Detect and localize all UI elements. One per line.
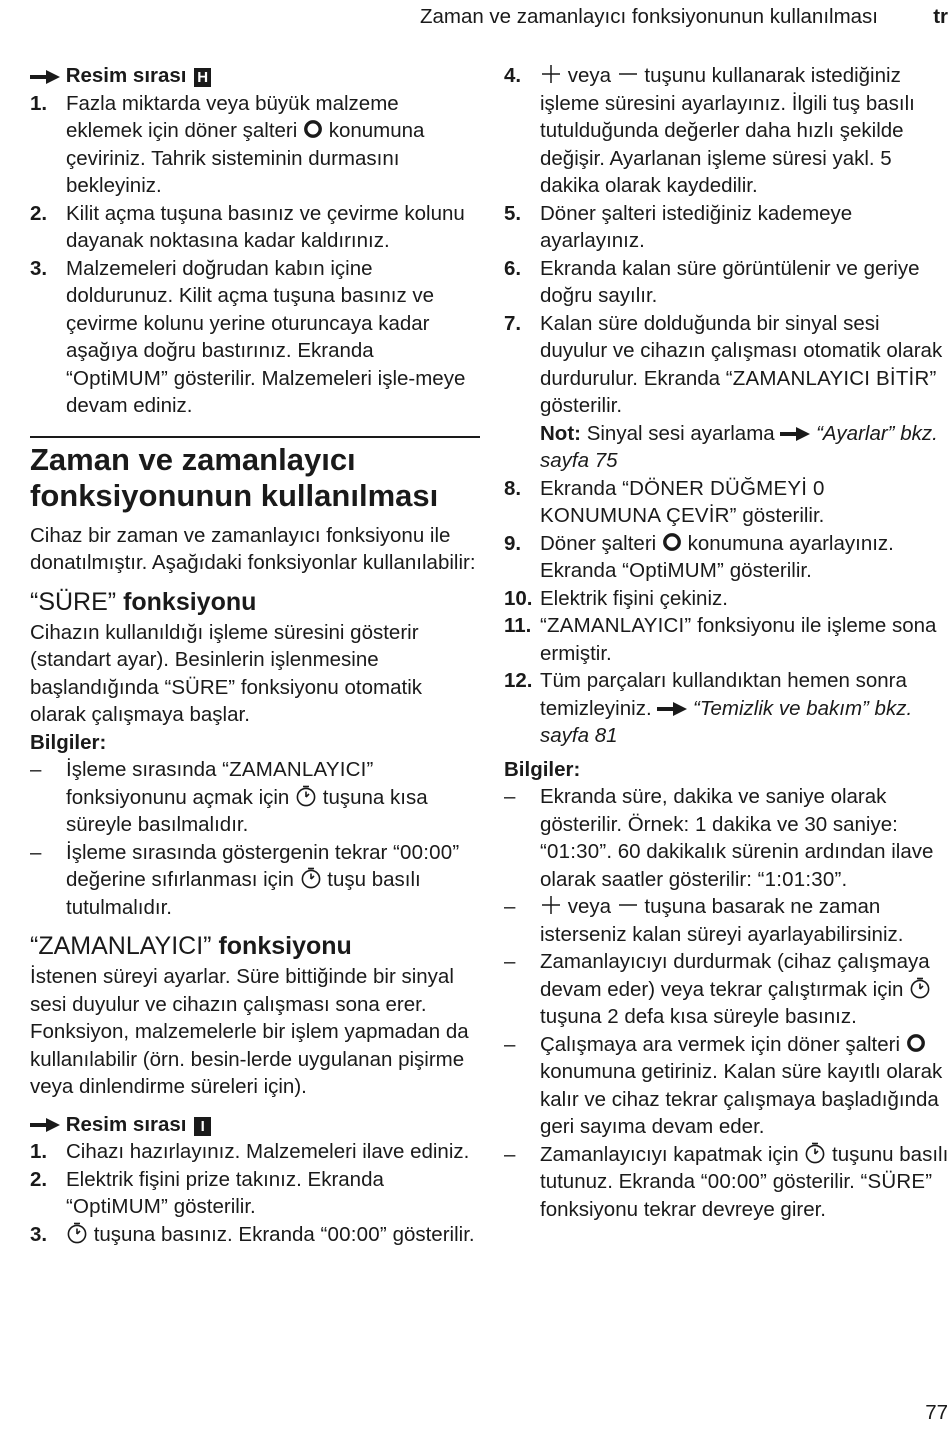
info-bullet-left-2 [30, 839, 480, 922]
step-text: gösterilir. [742, 504, 825, 527]
step-12 [504, 667, 950, 750]
step-text: gösterilir. [173, 1195, 256, 1218]
info-bullet-right-3 [504, 948, 950, 1031]
step-text: Fazla miktarda veya büyük malzeme eklemek için döner şalteri [66, 91, 399, 142]
minus-icon [617, 894, 639, 916]
display-text: “00:00” [320, 1222, 387, 1246]
display-text: “1:01:30” [757, 867, 842, 891]
step-number: 2. [30, 201, 48, 225]
plus-icon [540, 894, 562, 916]
page-number: 77 [925, 1401, 948, 1424]
step-text: konumuna çeviriniz. Tahrik sisteminin durmasını bekleyiniz. [66, 119, 425, 197]
step-11 [504, 612, 950, 667]
right-arrow-icon [780, 426, 810, 442]
sure-title-bold: fonksiyonu [123, 587, 257, 616]
bullet-dash: – [30, 758, 42, 781]
section-title: Zaman ve zamanlayıcı fonksiyonunun kullanılması [30, 441, 439, 513]
page-header [0, 4, 950, 30]
step-i-2 [30, 1166, 480, 1221]
bullet-text: Ekranda süre, dakika ve saniye olarak gösterilir. Örnek: 1 dakika ve 30 saniye: [540, 785, 898, 836]
step-number: 12. [504, 669, 533, 692]
step-text: Elektrik fişini çekiniz. [540, 586, 728, 610]
bullet-dash: – [504, 1142, 516, 1166]
paragraph-text: Cihazın kullanıldığı işleme süresini gösterir (standart ayar). Besinlerin işlenmesine başlandığında [30, 620, 419, 699]
step-number: 3. [30, 256, 48, 280]
right-arrow-icon [657, 701, 687, 717]
header-title: Zaman ve zamanlayıcı fonksiyonunun kullanılması [419, 5, 878, 28]
bullet-text: tuşuna basarak ne zaman isterseniz kalan süreyi ayarlayabilirsiniz. [540, 895, 904, 946]
step-number: 2. [30, 1167, 48, 1191]
sequence-h-box: H [194, 68, 211, 87]
bullet-text: fonksiyonu tekrar devreye girer. [540, 1197, 826, 1221]
bullet-text: fonksiyonunu açmak için [66, 785, 290, 809]
timer-function-title [30, 931, 480, 961]
step-number: 8. [504, 476, 522, 500]
step-text: Malzemeleri doğrudan kabın içine doldurunuz. Kilit açma tuşuna basınız ve çevirme kolunu yerine oturuncaya kadar aşağıya doğru bastırınız. Ekranda [66, 256, 435, 362]
bullet-text: . 60 dakikalık sürenin ardından ilave olarak saatler gösterilir: [540, 840, 934, 891]
paragraph-text: fonksiyonu otomatik olarak çalışmaya başlar. [30, 675, 423, 726]
header-language: tr [933, 5, 948, 28]
step-text: Elektrik fişini prize takınız. Ekranda [66, 1167, 384, 1191]
note-label: Not: [540, 421, 581, 445]
step-10 [504, 585, 950, 613]
step-text: Döner şalteri istediğiniz kademeye ayarlayınız. [540, 201, 853, 252]
step-number: 1. [30, 91, 48, 115]
step-text: fonksiyonu ile işleme sona ermiştir. [540, 614, 937, 665]
step-number: 11. [504, 614, 532, 637]
display-text: “ZAMANLAYICI” [540, 614, 692, 637]
bullet-text: Zamanlayıcıyı kapatmak için [540, 1142, 799, 1166]
step-number: 4. [504, 64, 522, 87]
step-6 [504, 255, 950, 310]
right-arrow-icon [30, 69, 60, 85]
step-number: 5. [504, 201, 522, 225]
cleaning-reference-link[interactable]: “Temizlik ve bakım” bkz. sayfa 81 [540, 696, 913, 747]
bullet-dash: – [30, 840, 42, 864]
bullet-text: tuşunu basılı tutunuz. Ekranda [540, 1142, 949, 1193]
step-7 [504, 310, 950, 475]
bullet-dash: – [504, 895, 516, 918]
left-column [30, 62, 480, 1248]
circle-zero-icon [906, 1033, 926, 1053]
sure-function-text [30, 619, 480, 729]
timer-clock-icon [804, 1142, 826, 1164]
step-8 [504, 475, 950, 530]
step-text: gösterilir. [729, 559, 812, 582]
sequence-i-heading [30, 1111, 480, 1139]
bullet-text: tuşuna 2 defa kısa süreyle basınız. [540, 1005, 857, 1028]
display-text: “OptiMUM” [622, 559, 725, 582]
info-bullet-right-5 [504, 1141, 950, 1224]
bullet-text: gösterilir. [772, 1170, 855, 1193]
bullet-text: . [841, 867, 848, 891]
bullet-text: İşleme sırasında [66, 758, 217, 781]
display-text: “ZAMANLAYICI BİTİR” [725, 366, 937, 390]
step-text: Döner şalteri [540, 531, 657, 555]
step-text: gösterilir. [540, 394, 623, 417]
step-number: 6. [504, 256, 522, 280]
step-h-2 [30, 200, 480, 255]
display-text: “ZAMANLAYICI” [222, 758, 374, 781]
display-text: “00:00” [393, 840, 460, 864]
plus-icon [540, 63, 562, 85]
display-text: “SÜRE” [860, 1170, 933, 1193]
step-9 [504, 530, 950, 585]
timer-clock-icon [909, 977, 931, 999]
info-bullet-right-1 [504, 783, 950, 893]
sequence-i-label: Resim sırası [65, 1112, 187, 1136]
bullet-text: konumuna getiriniz. Kalan süre kayıtlı olarak kalır ve cihaz tekrar çalışmaya başladığında geri sayıma devam eder. [540, 1060, 943, 1138]
display-text: “OptiMUM” [66, 1195, 169, 1218]
bullet-text: İşleme sırasında göstergenin tekrar [66, 840, 388, 864]
step-h-3 [30, 255, 480, 420]
section-intro: Cihaz bir zaman ve zamanlayıcı fonksiyonu ile donatılmıştır. Aşağıdaki fonksiyonlar kullanılabilir: [30, 523, 476, 574]
timer-function-text: İstenen süreyi ayarlar. Süre bittiğinde bir sinyal sesi duyulur ve cihazın çalışması sona erer. Fonksiyon, malzemelerle bir işlem yapmadan da kullanılabilir (örn. besin-lerde uygulanan pişirme veya dinlendirme süreleri için). [30, 965, 469, 1098]
step-number: 1. [30, 1140, 48, 1163]
timer-clock-icon [300, 867, 322, 889]
info-label-left: Bilgiler: [30, 730, 107, 754]
step-number: 9. [504, 531, 522, 555]
bullet-text: veya [567, 895, 612, 918]
sequence-i-box: I [194, 1117, 211, 1136]
step-number: 10. [504, 586, 533, 610]
timer-clock-icon [295, 785, 317, 807]
info-bullet-left-1 [30, 756, 480, 839]
step-i-3 [30, 1221, 480, 1249]
display-text: “01:30” [540, 840, 607, 863]
right-column [504, 62, 950, 1223]
bullet-text: Zamanlayıcıyı durdurmak (cihaz çalışmaya devam eder) veya tekrar çalıştırmak için [540, 950, 930, 1001]
display-text: “DÖNER DÜĞMEYİ 0 KONUMUNA ÇEVİR” [540, 476, 825, 527]
timer-title-bold: fonksiyonu [218, 932, 352, 960]
bullet-text: tuşuna kısa süreyle basılmalıdır. [66, 785, 428, 836]
timer-clock-icon [66, 1222, 88, 1244]
bullet-text: tuşu basılı tutulmalıdır. [66, 868, 421, 919]
step-4 [504, 62, 950, 200]
right-arrow-icon [30, 1117, 60, 1133]
step-text: Kalan süre dolduğunda bir sinyal sesi duyulur ve cihazın çalışması otomatik olarak durdurulur. Ekranda [540, 311, 943, 390]
sequence-h-label: Resim sırası [65, 64, 187, 87]
step-text: veya [567, 64, 612, 87]
step-h-1 [30, 90, 480, 200]
sure-function-title [30, 587, 480, 617]
bullet-dash: – [504, 1032, 516, 1056]
step-text: Ekranda kalan süre görüntülenir ve geriye doğru sayılır. [540, 256, 920, 307]
bullet-text: Çalışmaya ara vermek için döner şalteri [540, 1032, 901, 1056]
step-5 [504, 200, 950, 255]
step-text: tuşunu kullanarak istediğiniz işleme süresini ayarlayınız. İlgili tuş basılı tutulduğunda değerler daha hızlı şekilde değişir. Ayarlanan işleme süresi yakl. 5 dakika olarak kaydedilir. [540, 64, 915, 197]
step-i-1 [30, 1138, 480, 1166]
note-text: Sinyal sesi ayarlama [586, 421, 775, 445]
display-text: “OptiMUM” [66, 366, 169, 390]
bullet-dash: – [504, 950, 516, 973]
circle-zero-icon [303, 119, 323, 139]
sure-title-display: “SÜRE” [30, 587, 117, 616]
bullet-dash: – [504, 785, 516, 808]
step-text: gösterilir. [392, 1222, 475, 1246]
sequence-h-heading [30, 62, 480, 90]
info-bullet-right-4 [504, 1031, 950, 1141]
step-number: 7. [504, 311, 522, 335]
step-text: tuşuna basınız. Ekranda [93, 1222, 315, 1246]
minus-icon [617, 63, 639, 85]
step-text: Cihazı hazırlayınız. Malzemeleri ilave ediniz. [66, 1140, 470, 1163]
step-text: konumuna ayarlayınız. Ekranda [540, 531, 894, 582]
section-divider [30, 436, 480, 438]
display-text: “SÜRE” [164, 675, 236, 699]
display-text: “00:00” [700, 1170, 768, 1193]
step-text: Kilit açma tuşuna basınız ve çevirme kolunu dayanak noktasına kadar kaldırınız. [66, 201, 465, 252]
bullet-text: değerine sıfırlanması için [66, 868, 294, 891]
step-text: Ekranda [540, 476, 617, 500]
step-text: gösterilir. Malzemeleri işle-meye devam ediniz. [66, 366, 466, 417]
timer-title-display: “ZAMANLAYICI” [30, 932, 212, 960]
info-label-right: Bilgiler: [504, 757, 581, 781]
settings-reference-link[interactable]: “Ayarlar” bkz. sayfa 75 [540, 421, 938, 472]
step-number: 3. [30, 1222, 48, 1246]
circle-zero-icon [662, 532, 682, 552]
info-bullet-right-2 [504, 893, 950, 948]
step-text: Tüm parçaları kullandıktan hemen sonra temizleyiniz. [540, 669, 907, 720]
